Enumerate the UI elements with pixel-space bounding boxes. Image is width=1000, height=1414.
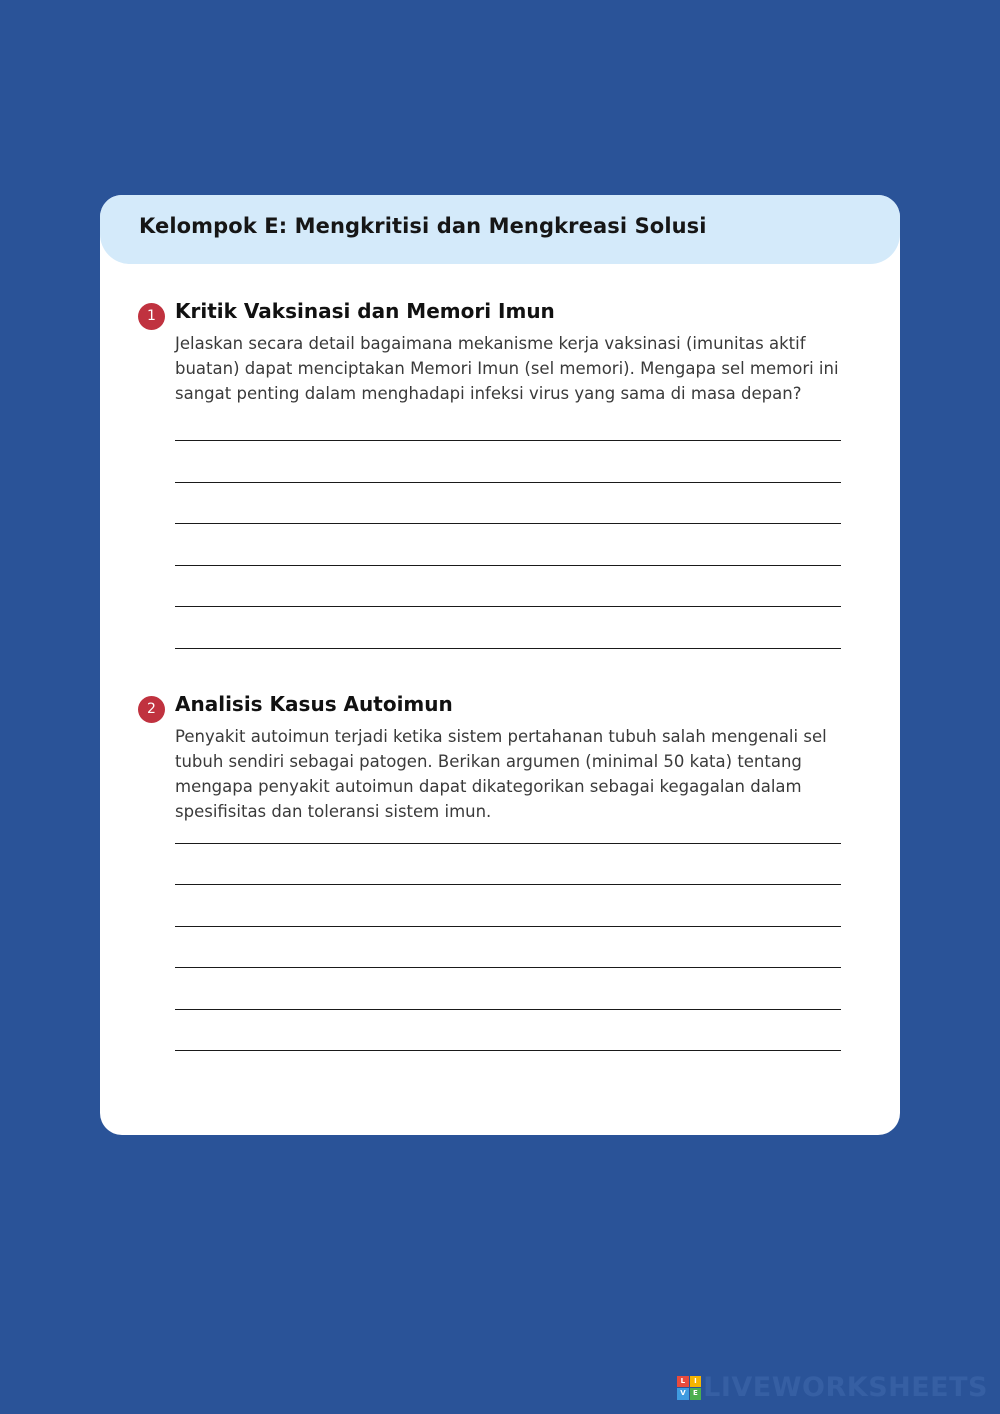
answer-line[interactable] bbox=[175, 606, 841, 607]
question-title: Kritik Vaksinasi dan Memori Imun bbox=[175, 299, 555, 323]
question-text: Jelaskan secara detail bagaimana mekanisme kerja vaksinasi (imunitas aktif buatan) dapat menciptakan Memori Imun (sel memori). Mengapa sel memori ini sangat penting dalam menghadapi infeksi virus yang sama di masa depan? bbox=[175, 334, 839, 403]
answer-line[interactable] bbox=[175, 482, 841, 483]
question-text: Penyakit autoimun terjadi ketika sistem pertahanan tubuh salah mengenali sel tubuh sendiri sebagai patogen. Berikan argumen (minimal 50 kata) tentang mengapa penyakit autoimun dapat dikategorikan sebagai kegagalan dalam spesifisitas dan toleransi sistem imun. bbox=[175, 727, 827, 821]
logo-tile: V bbox=[677, 1388, 689, 1400]
question-number-badge: 2 bbox=[138, 696, 165, 723]
answer-line[interactable] bbox=[175, 565, 841, 566]
liveworksheets-logo-icon bbox=[677, 1376, 701, 1400]
answer-line[interactable] bbox=[175, 967, 841, 968]
answer-line[interactable] bbox=[175, 1050, 841, 1051]
answer-line[interactable] bbox=[175, 440, 841, 441]
logo-tile: E bbox=[690, 1388, 702, 1400]
watermark-text: LIVEWORKSHEETS bbox=[703, 1372, 988, 1403]
question-number-badge: 1 bbox=[138, 303, 165, 330]
answer-line[interactable] bbox=[175, 843, 841, 844]
question-title: Analisis Kasus Autoimun bbox=[175, 692, 453, 716]
worksheet-card bbox=[100, 195, 900, 1135]
logo-tile: I bbox=[690, 1376, 702, 1388]
liveworksheets-watermark bbox=[677, 1372, 988, 1403]
answer-line[interactable] bbox=[175, 523, 841, 524]
answer-line[interactable] bbox=[175, 1009, 841, 1010]
answer-line[interactable] bbox=[175, 884, 841, 885]
logo-tile: L bbox=[677, 1376, 689, 1388]
answer-line[interactable] bbox=[175, 926, 841, 927]
section-title: Kelompok E: Mengkritisi dan Mengkreasi Solusi bbox=[139, 214, 707, 238]
answer-line[interactable] bbox=[175, 648, 841, 649]
section-header bbox=[100, 195, 900, 264]
